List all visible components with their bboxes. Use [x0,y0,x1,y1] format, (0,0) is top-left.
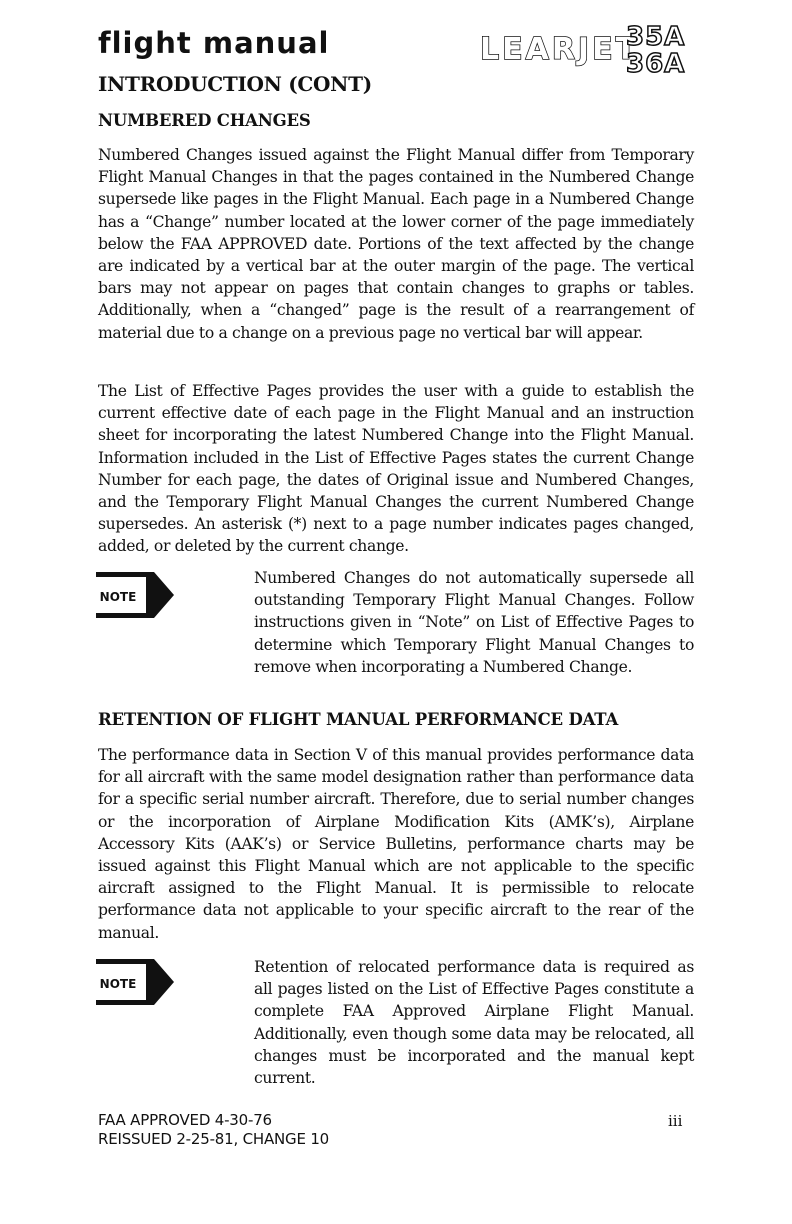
note-icon [96,959,178,1005]
note-icon [96,572,178,618]
numbered-changes-heading: NUMBERED CHANGES [98,111,311,130]
footer-approved: FAA APPROVED 4-30-76 [98,1111,272,1129]
note-label: NOTE [99,977,137,991]
retention-heading: RETENTION OF FLIGHT MANUAL PERFORMANCE DATA [98,710,619,729]
numbered-changes-paragraph-1: Numbered Changes issued against the Flight Manual differ from Temporary Flight Manual Changes in that the pages contained in the Numbered Change supersede like pages in the Flight Manual. Each page in a Numbered Change has a “Change” number located at the lower corner of the page immediately below the FAA APPROVED date. Portions of the text affected by the change are indicated by a vertical bar at the outer margin of the page. The vertical bars may not appear on pages that contain changes to graphs or tables. Additionally, when a “changed” page is the result of a rearrangement of material due to a change on a previous page no vertical bar will appear. [98,146,694,342]
section-title: INTRODUCTION (CONT) [98,72,372,96]
numbered-changes-note: Numbered Changes do not automatically supersede all outstanding Temporary Flight Manual Changes. Follow instructions given in “Note” on List of Effective Pages to determine which Temporary Flight Manual Changes to remove when incorporating a Numbered Change. [254,569,694,676]
logo-models [626,24,696,78]
retention-paragraph-1: The performance data in Section V of this manual provides performance data for all aircraft with the same model designation rather than performance data for a specific serial number aircraft. Therefore, due to serial number changes or the incorporation of Airplane Modification Kits (AMK’s), Airplane Accessory Kits (AAK’s) or Service Bulletins, performance charts may be issued against this Flight Manual which are not applicable to the specific aircraft assigned to the Flight Manual. It is permissible to relocate performance data not applicable to your specific aircraft to the rear of the manual. [98,746,694,942]
manual-title: flight manual [98,26,330,60]
numbered-changes-paragraph-2: The List of Effective Pages provides the user with a guide to establish the current effective date of each page in the Flight Manual and an instruction sheet for incorporating the latest Numbered Change into the Flight Manual. Information included in the List of Effective Pages states the current Change Number for each page, the dates of Original issue and Numbered Changes, and the Temporary Flight Manual Changes the current Numbered Change supersedes. An asterisk (*) next to a page number indicates pages changed, added, or deleted by the current change. [98,382,694,556]
footer-dates [98,1111,329,1149]
logo-model-36a: 36A [626,49,686,79]
learjet-logo [480,24,695,82]
note-label: NOTE [99,590,137,604]
footer-reissued: REISSUED 2-25-81, CHANGE 10 [98,1130,330,1148]
logo-brand: LEARJET [480,32,640,67]
retention-note: Retention of relocated performance data is required as all pages listed on the List of Effective Pages constitute a complete FAA Approved Airplane Flight Manual. Additionally, even though some data may be relocated, all changes must be incorporated and the manual kept current. [254,958,694,1088]
page-number: iii [668,1112,683,1130]
logo-model-35a: 35A [626,22,686,52]
